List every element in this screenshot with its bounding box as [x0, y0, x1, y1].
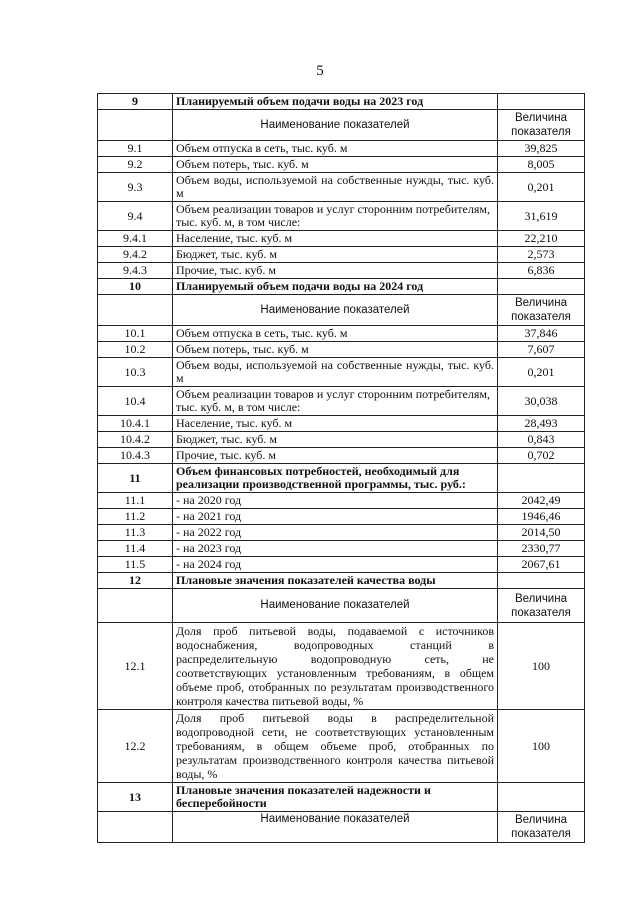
- section-10-title-row: [98, 279, 585, 295]
- table-row: 10.4.3 Прочие, тыс. куб. м 0,702: [98, 448, 585, 464]
- column-header-value: Величина показателя: [498, 812, 585, 843]
- section-title: Объем финансовых потребностей, необходимый для реализации производственной программы, тыс. руб.:: [173, 464, 498, 493]
- table-row: 10.3 Объем воды, используемой на собственные нужды, тыс. куб. м 0,201: [98, 358, 585, 387]
- column-header-value: Величина показателя: [498, 110, 585, 141]
- column-header-name: Наименование показателей: [173, 589, 498, 623]
- section-11-title-row: [98, 464, 585, 493]
- section-number: 13: [98, 783, 173, 812]
- page-number: 5: [316, 63, 324, 79]
- column-header-name: Наименование показателей: [173, 295, 498, 326]
- section-10-header-row: [98, 295, 585, 326]
- section-number: 12: [98, 573, 173, 589]
- section-number: 10: [98, 279, 173, 295]
- section-13-header-row: [98, 812, 585, 843]
- section-9-header-row: [98, 110, 585, 141]
- section-title: Плановые значения показателей качества воды: [173, 573, 498, 589]
- section-number: 9: [98, 94, 173, 110]
- table-row: 10.1 Объем отпуска в сеть, тыс. куб. м 37,846: [98, 326, 585, 342]
- table-row: 9.4 Объем реализации товаров и услуг сторонним потребителям, тыс. куб. м, в том числе: 31,619: [98, 202, 585, 231]
- table-row: 10.2 Объем потерь, тыс. куб. м 7,607: [98, 342, 585, 358]
- table-row: 10.4.2 Бюджет, тыс. куб. м 0,843: [98, 432, 585, 448]
- section-title: Планируемый объем подачи воды на 2023 год: [173, 94, 498, 110]
- table-row: 11.3 - на 2022 год 2014,50: [98, 525, 585, 541]
- section-12-title-row: [98, 573, 585, 589]
- section-13-title-row: [98, 783, 585, 812]
- table-row: 10.4 Объем реализации товаров и услуг сторонним потребителям, тыс. куб. м, в том числе: 30,038: [98, 387, 585, 416]
- table-row: 11.5 - на 2024 год 2067,61: [98, 557, 585, 573]
- table-row: 9.1 Объем отпуска в сеть, тыс. куб. м 39,825: [98, 141, 585, 157]
- table-row: 12.2 Доля проб питьевой воды в распределительной водопроводной сети, не соответствующих установленным требованиям, в общем объеме проб, отобранных по результатам производственного контроля качества питьевой воды, % 100: [98, 710, 585, 783]
- section-number: 11: [98, 464, 173, 493]
- table-row: 10.4.1 Население, тыс. куб. м 28,493: [98, 416, 585, 432]
- table-row: 11.1 - на 2020 год 2042,49: [98, 493, 585, 509]
- column-header-value: Величина показателя: [498, 295, 585, 326]
- table-row: 9.4.3 Прочие, тыс. куб. м 6,836: [98, 263, 585, 279]
- production-program-table: [97, 93, 585, 843]
- table-row: 9.4.2 Бюджет, тыс. куб. м 2,573: [98, 247, 585, 263]
- table-row: 9.3 Объем воды, используемой на собственные нужды, тыс. куб. м 0,201: [98, 173, 585, 202]
- table-row: 11.2 - на 2021 год 1946,46: [98, 509, 585, 525]
- section-title: Планируемый объем подачи воды на 2024 год: [173, 279, 498, 295]
- column-header-name: Наименование показателей: [173, 110, 498, 141]
- column-header-value: Величина показателя: [498, 589, 585, 623]
- section-12-header-row: [98, 589, 585, 623]
- table-row: 11.4 - на 2023 год 2330,77: [98, 541, 585, 557]
- section-title: Плановые значения показателей надежности и бесперебойности: [173, 783, 498, 812]
- column-header-name: Наименование показателей: [173, 812, 498, 843]
- table-row: 9.2 Объем потерь, тыс. куб. м 8,005: [98, 157, 585, 173]
- section-9-title-row: [98, 94, 585, 110]
- table-row: 9.4.1 Население, тыс. куб. м 22,210: [98, 231, 585, 247]
- table-row: 12.1 Доля проб питьевой воды, подаваемой с источников водоснабжения, водопроводных станций в распределительную водопроводную сеть, не соответствующих установленным требованиям, в общем объеме проб, отобранных по результатам производственного контроля качества питьевой воды, % 100: [98, 623, 585, 710]
